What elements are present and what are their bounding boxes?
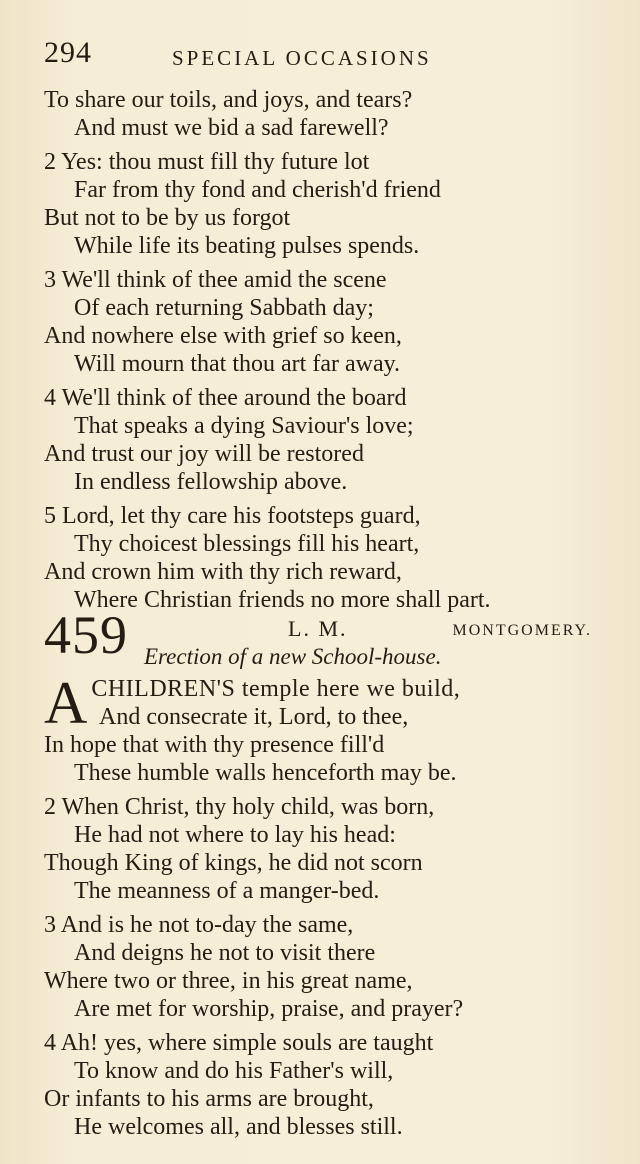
verse-line: But not to be by us forgot xyxy=(44,205,291,231)
stanza xyxy=(44,384,491,496)
verse-line: Are met for worship, praise, and prayer? xyxy=(74,996,464,1022)
hymn-author: MONTGOMERY. xyxy=(452,622,592,639)
hymn-heading xyxy=(44,605,592,672)
verse-line: He welcomes all, and blesses still. xyxy=(74,1114,403,1140)
continued-hymn xyxy=(44,86,491,614)
verse-line: Yes: thou must fill thy future lot xyxy=(61,149,370,175)
stanza xyxy=(44,911,463,1023)
stanza xyxy=(44,266,491,378)
stanza-number: 2 xyxy=(44,794,56,820)
stanza xyxy=(44,502,491,614)
hymn-body xyxy=(44,670,464,1141)
verse-line: Of each returning Sabbath day; xyxy=(74,295,374,321)
stanza xyxy=(44,670,463,787)
verse-line: Far from thy fond and cherish'd friend xyxy=(74,177,441,203)
verse-line: And is he not to-day the same, xyxy=(60,912,354,938)
stanza-number: 4 xyxy=(44,1030,56,1056)
verse-line: These humble walls henceforth may be. xyxy=(74,760,457,786)
verse-line: Ah! yes, where simple souls are taught xyxy=(60,1030,434,1056)
stanza-number: 5 xyxy=(44,503,56,529)
verse-line: Will mourn that thou art far away. xyxy=(74,351,401,377)
verse-line: And crown him with thy rich reward, xyxy=(44,559,402,585)
verse-line: Thy choicest blessings fill his heart, xyxy=(74,531,420,557)
verse-line: We'll think of thee around the board xyxy=(61,385,407,411)
hymn-title: Erection of a new School-house. xyxy=(144,644,442,669)
verse-line: To know and do his Father's will, xyxy=(74,1058,394,1084)
verse-line: He had not where to lay his head: xyxy=(74,822,396,848)
verse-line: Or infants to his arms are brought, xyxy=(44,1086,374,1112)
running-head: SPECIAL OCCASIONS xyxy=(172,46,432,70)
verse-line: And consecrate it, Lord, to thee, xyxy=(99,704,409,730)
stanza-number: 3 xyxy=(44,267,56,293)
verse-line: Lord, let thy care his footsteps guard, xyxy=(62,503,421,529)
verse-line: Where Christian friends no more shall part. xyxy=(74,587,491,613)
verse-line: While life its beating pulses spends. xyxy=(74,233,420,259)
page-number: 294 xyxy=(44,36,92,69)
stanza-number: 2 xyxy=(44,149,56,175)
verse-line: Though King of kings, he did not scorn xyxy=(44,850,423,876)
stanza xyxy=(44,793,463,905)
hymn-number: 459 xyxy=(44,605,128,665)
verse-line: In endless fellowship above. xyxy=(74,469,348,495)
verse-line: And trust our joy will be restored xyxy=(44,441,364,467)
hymn-meter: L. M. xyxy=(288,616,348,641)
verse-line: That speaks a dying Saviour's love; xyxy=(74,413,414,439)
verse-line: Where two or three, in his great name, xyxy=(44,968,413,994)
verse-line: To share our toils, and joys, and tears? xyxy=(44,87,413,113)
verse-line: And nowhere else with grief so keen, xyxy=(44,323,402,349)
drop-cap: A xyxy=(44,670,88,736)
verse-line: In hope that with thy presence fill'd xyxy=(44,732,385,758)
verse-line: And deigns he not to visit there xyxy=(74,940,376,966)
verse-line: The meanness of a manger-bed. xyxy=(74,878,380,904)
stanza-number: 3 xyxy=(44,912,56,938)
page-header xyxy=(44,36,604,76)
verse-line: And must we bid a sad farewell? xyxy=(74,115,389,141)
stanza xyxy=(44,1029,463,1141)
stanza-number: 4 xyxy=(44,385,56,411)
verse-line: CHILDREN'S temple here we build, xyxy=(91,676,461,702)
verse-line: When Christ, thy holy child, was born, xyxy=(61,794,435,820)
verse-line: We'll think of thee amid the scene xyxy=(61,267,387,293)
stanza xyxy=(44,148,491,260)
